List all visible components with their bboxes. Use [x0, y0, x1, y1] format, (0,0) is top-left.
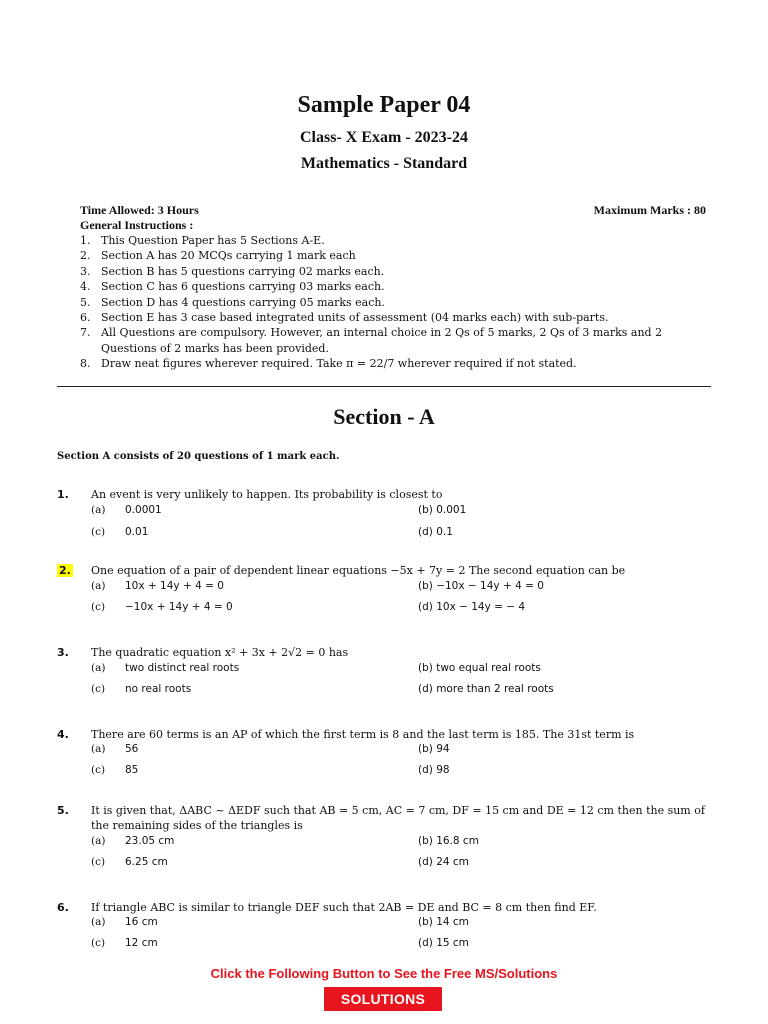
- option-text: 0.1: [436, 526, 453, 538]
- section-note: Section A consists of 20 questions of 1 mark each.: [57, 451, 340, 462]
- option-label: (d): [418, 683, 433, 695]
- paper-title: Sample Paper 04: [297, 92, 471, 118]
- option-label: (d): [418, 764, 433, 776]
- option-label: (a): [91, 835, 106, 847]
- instruction-item: [80, 295, 720, 310]
- instruction-number: 2.: [80, 249, 91, 263]
- instruction-item: [80, 310, 720, 325]
- option-text: 16.8 cm: [436, 835, 479, 847]
- option-label: (d): [418, 601, 433, 613]
- option-text: 85: [125, 764, 139, 776]
- option-label: (a): [91, 743, 106, 755]
- instruction-text: Section C has 6 questions carrying 03 marks each.: [101, 280, 385, 294]
- option-label: (b): [418, 504, 433, 516]
- question-text: An event is very unlikely to happen. Its probability is closest to: [91, 488, 443, 501]
- instruction-number: 6.: [80, 311, 91, 325]
- option-text: two equal real roots: [436, 662, 541, 674]
- instruction-number: 5.: [80, 295, 91, 309]
- instruction-item: [80, 356, 720, 371]
- option-label: (b): [418, 662, 433, 674]
- option: [91, 916, 158, 928]
- option: [418, 580, 544, 592]
- option-text: 15 cm: [436, 937, 469, 949]
- option-label: (c): [91, 937, 106, 949]
- instruction-text: Section E has 3 case based integrated units of assessment (04 marks each) with sub-parts.: [101, 311, 609, 325]
- question-text: There are 60 terms is an AP of which the first term is 8 and the last term is 185. The 31st term is: [91, 728, 635, 741]
- option-text: no real roots: [125, 683, 192, 695]
- option: [418, 937, 469, 949]
- option-text: 24 cm: [436, 856, 469, 868]
- question-number: [57, 564, 73, 577]
- option-label: (c): [91, 764, 106, 776]
- instruction-number: 8.: [80, 357, 91, 371]
- option-text: 23.05 cm: [125, 835, 175, 847]
- solutions-button[interactable]: SOLUTIONS: [324, 987, 442, 1011]
- option: [418, 662, 541, 674]
- option-text: 14 cm: [436, 916, 469, 928]
- option: [418, 504, 466, 516]
- option-text: 16 cm: [125, 916, 158, 928]
- instruction-item: [80, 233, 720, 248]
- instruction-text: Draw neat figures wherever required. Take π = 22/7 wherever required if not stated.: [101, 357, 577, 371]
- option: [418, 916, 469, 928]
- question-number: 3.: [57, 646, 69, 659]
- option: [418, 526, 453, 538]
- instruction-item: [80, 264, 720, 279]
- option: [91, 662, 239, 674]
- option: [418, 743, 450, 755]
- option-label: (d): [418, 937, 433, 949]
- question-number-highlight: 2.: [59, 564, 71, 577]
- option: [91, 743, 138, 755]
- option: [418, 683, 554, 695]
- maximum-marks: Maximum Marks : 80: [593, 203, 706, 217]
- option: [91, 937, 158, 949]
- option: [91, 764, 138, 776]
- question-text: It is given that, ΔABC ~ ΔEDF such that AB = 5 cm, AC = 7 cm, DF = 15 cm and DE = 12 cm then the sum of the remaining sides of the triangles is: [91, 804, 705, 832]
- instruction-number: 7.: [80, 326, 91, 340]
- option-text: 94: [436, 743, 450, 755]
- option-label: (b): [418, 835, 433, 847]
- option-label: (a): [91, 662, 106, 674]
- option-text: 0.01: [125, 526, 149, 538]
- instructions-list: [80, 233, 720, 372]
- instructions-heading: General Instructions :: [80, 218, 194, 232]
- option: [91, 856, 168, 868]
- subject-line: Mathematics - Standard: [300, 155, 468, 172]
- option-label: (d): [418, 856, 433, 868]
- option-text: 98: [436, 764, 450, 776]
- option-text: more than 2 real roots: [436, 683, 554, 695]
- option-label: (a): [91, 504, 106, 516]
- option: [418, 835, 479, 847]
- option-text: 12 cm: [125, 937, 158, 949]
- question-text: One equation of a pair of dependent linear equations −5x + 7y = 2 The second equation can be: [91, 564, 626, 577]
- option-label: (b): [418, 743, 433, 755]
- instruction-item: [80, 279, 720, 294]
- option-text: 6.25 cm: [125, 856, 168, 868]
- option-text: 56: [125, 743, 139, 755]
- instruction-number: 3.: [80, 264, 91, 278]
- option-text: −10x + 14y + 4 = 0: [125, 601, 233, 613]
- option-text: 0.001: [436, 504, 467, 516]
- question-number: 4.: [57, 728, 69, 741]
- instruction-number: 4.: [80, 280, 91, 294]
- solutions-cta-text[interactable]: Click the Following Button to See the Free MS/Solutions: [210, 966, 558, 981]
- option-label: (a): [91, 580, 106, 592]
- question-text: If triangle ABC is similar to triangle DEF such that 2AB = DE and BC = 8 cm then find EF.: [91, 901, 597, 914]
- option-label: (d): [418, 526, 433, 538]
- option-label: (b): [418, 580, 433, 592]
- option-text: −10x − 14y + 4 = 0: [436, 580, 544, 592]
- instruction-text: Section D has 4 questions carrying 05 marks each.: [101, 295, 385, 309]
- option-label: (c): [91, 601, 106, 613]
- option-label: (a): [91, 916, 106, 928]
- option-label: (b): [418, 916, 433, 928]
- divider: [57, 386, 711, 387]
- time-allowed: Time Allowed: 3 Hours: [80, 203, 199, 217]
- option: [91, 526, 148, 538]
- instruction-item: [80, 325, 720, 356]
- question-number: 5.: [57, 804, 69, 817]
- question-number: 6.: [57, 901, 69, 914]
- option-text: 10x − 14y = − 4: [436, 601, 526, 613]
- option-label: (c): [91, 683, 106, 695]
- option-text: 0.0001: [125, 504, 162, 516]
- option-text: two distinct real roots: [125, 662, 240, 674]
- instruction-text: Section B has 5 questions carrying 02 marks each.: [101, 264, 385, 278]
- option: [418, 764, 450, 776]
- option-text: 10x + 14y + 4 = 0: [125, 580, 224, 592]
- option: [91, 601, 233, 613]
- question-text: The quadratic equation x² + 3x + 2√2 = 0 has: [91, 646, 349, 659]
- option-label: (c): [91, 526, 106, 538]
- instruction-text: All Questions are compulsory. However, an internal choice in 2 Qs of 5 marks, 2 Qs of 3 marks and 2 Questions of 2 marks has been provided.: [101, 326, 663, 355]
- section-title: Section - A: [333, 404, 435, 429]
- option: [91, 835, 174, 847]
- instruction-text: This Question Paper has 5 Sections A-E.: [101, 234, 325, 247]
- class-line: Class- X Exam - 2023-24: [300, 129, 468, 146]
- option: [91, 683, 191, 695]
- option-label: (c): [91, 856, 106, 868]
- option: [91, 504, 162, 516]
- option: [418, 856, 469, 868]
- option: [418, 601, 525, 613]
- instruction-number: 1.: [80, 234, 91, 247]
- instruction-item: [80, 248, 720, 263]
- question-number: 1.: [57, 488, 69, 501]
- option: [91, 580, 224, 592]
- instruction-text: Section A has 20 MCQs carrying 1 mark each: [101, 249, 356, 263]
